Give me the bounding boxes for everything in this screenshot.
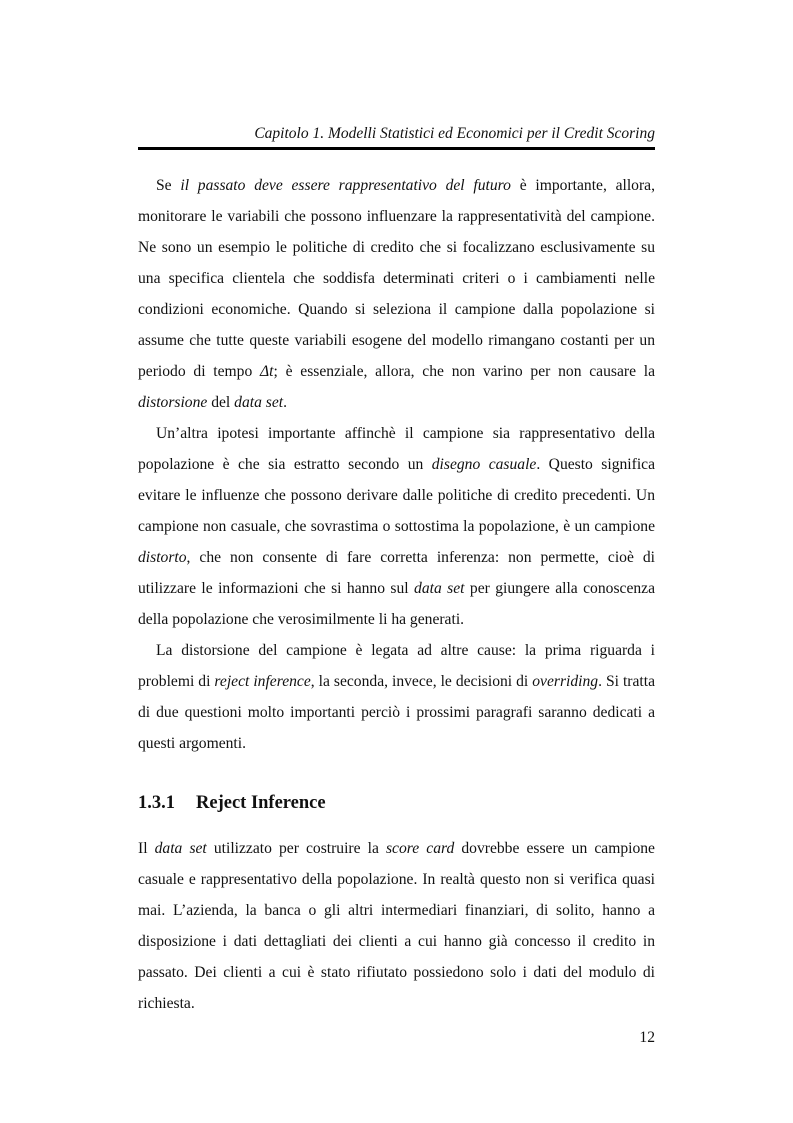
text-run: , che non consente di fare corretta inferenza: non permette, cioè di utilizzare le informazioni che si hanno sul — [138, 549, 655, 597]
page-number: 12 — [639, 1029, 655, 1046]
emphasized-text: il passato deve essere rappresentativo del futuro — [180, 177, 511, 194]
paragraph — [138, 418, 655, 635]
text-run: . — [283, 394, 288, 411]
text-run: , la seconda, invece, le decisioni di — [310, 673, 533, 690]
text-run: utilizzato per costruire la — [206, 840, 386, 857]
header-rule — [138, 147, 655, 150]
text-run: del — [207, 394, 235, 411]
text-run: . Si tratta di due questioni molto importanti perciò i prossimi paragrafi saranno dedicati a questi argomenti. — [138, 673, 656, 752]
emphasized-text: disegno casuale — [431, 456, 537, 473]
section-title: Reject Inference — [196, 793, 326, 813]
emphasized-text: distorto — [138, 549, 187, 566]
text-run: Se — [156, 177, 181, 194]
emphasized-text: distorsione — [138, 394, 208, 411]
emphasized-text: score card — [385, 840, 455, 857]
emphasized-text: data set — [414, 580, 465, 597]
text-run: La distorsione del campione è legata ad altre cause: la prima riguarda i problemi di — [138, 642, 655, 690]
text-run: Il — [138, 840, 155, 857]
emphasized-text: data set — [154, 840, 207, 857]
section-number: 1.3.1 — [138, 793, 175, 813]
paragraph — [138, 170, 655, 418]
text-run: dovrebbe essere un campione casuale e rappresentativo della popolazione. In realtà questo non si verifica quasi mai. L’azienda, la banca o gli altri intermediari finanziari, di solito, hanno a disposizione i dati dettagliati dei clienti a cui hanno già concesso il credito in passato. Dei clienti a cui è stato rifiutato possiedono solo i dati del modulo di richiesta. — [138, 840, 655, 1012]
emphasized-text: Δt — [260, 363, 274, 380]
emphasized-text: data set — [234, 394, 284, 411]
running-header: Capitolo 1. Modelli Statistici ed Economici per il Credit Scoring — [254, 125, 655, 142]
text-run: . Questo significa evitare le influenze che possono derivare dalle politiche di credito precedenti. Un campione non casuale, che sovrastima o sottostima la popolazione, è un campione — [138, 456, 655, 535]
paragraph — [138, 635, 655, 759]
emphasized-text: reject inference — [214, 673, 311, 690]
paragraph — [138, 833, 655, 1019]
emphasized-text: overriding — [532, 673, 599, 690]
text-run: per giungere alla conoscenza della popolazione che verosimilmente li ha generati. — [138, 580, 656, 628]
section-heading — [138, 791, 655, 815]
text-run: ; è essenziale, allora, che non varino per non causare la — [273, 363, 655, 380]
document-page — [138, 0, 655, 1123]
body-text — [138, 170, 655, 1019]
text-run: Un’altra ipotesi importante affinchè il campione sia rappresentativo della popolazione è che sia estratto secondo un — [138, 425, 655, 473]
text-run: è importante, allora, monitorare le variabili che possono influenzare la rappresentatività del campione. Ne sono un esempio le politiche di credito che si focalizzano esclusivamente su una specifica clientela che soddisfa determinati criteri o i cambiamenti nelle condizioni economiche. Quando si seleziona il campione dalla popolazione si assume che tutte queste variabili esogene del modello rimangano costanti per un periodo di tempo — [138, 177, 655, 380]
